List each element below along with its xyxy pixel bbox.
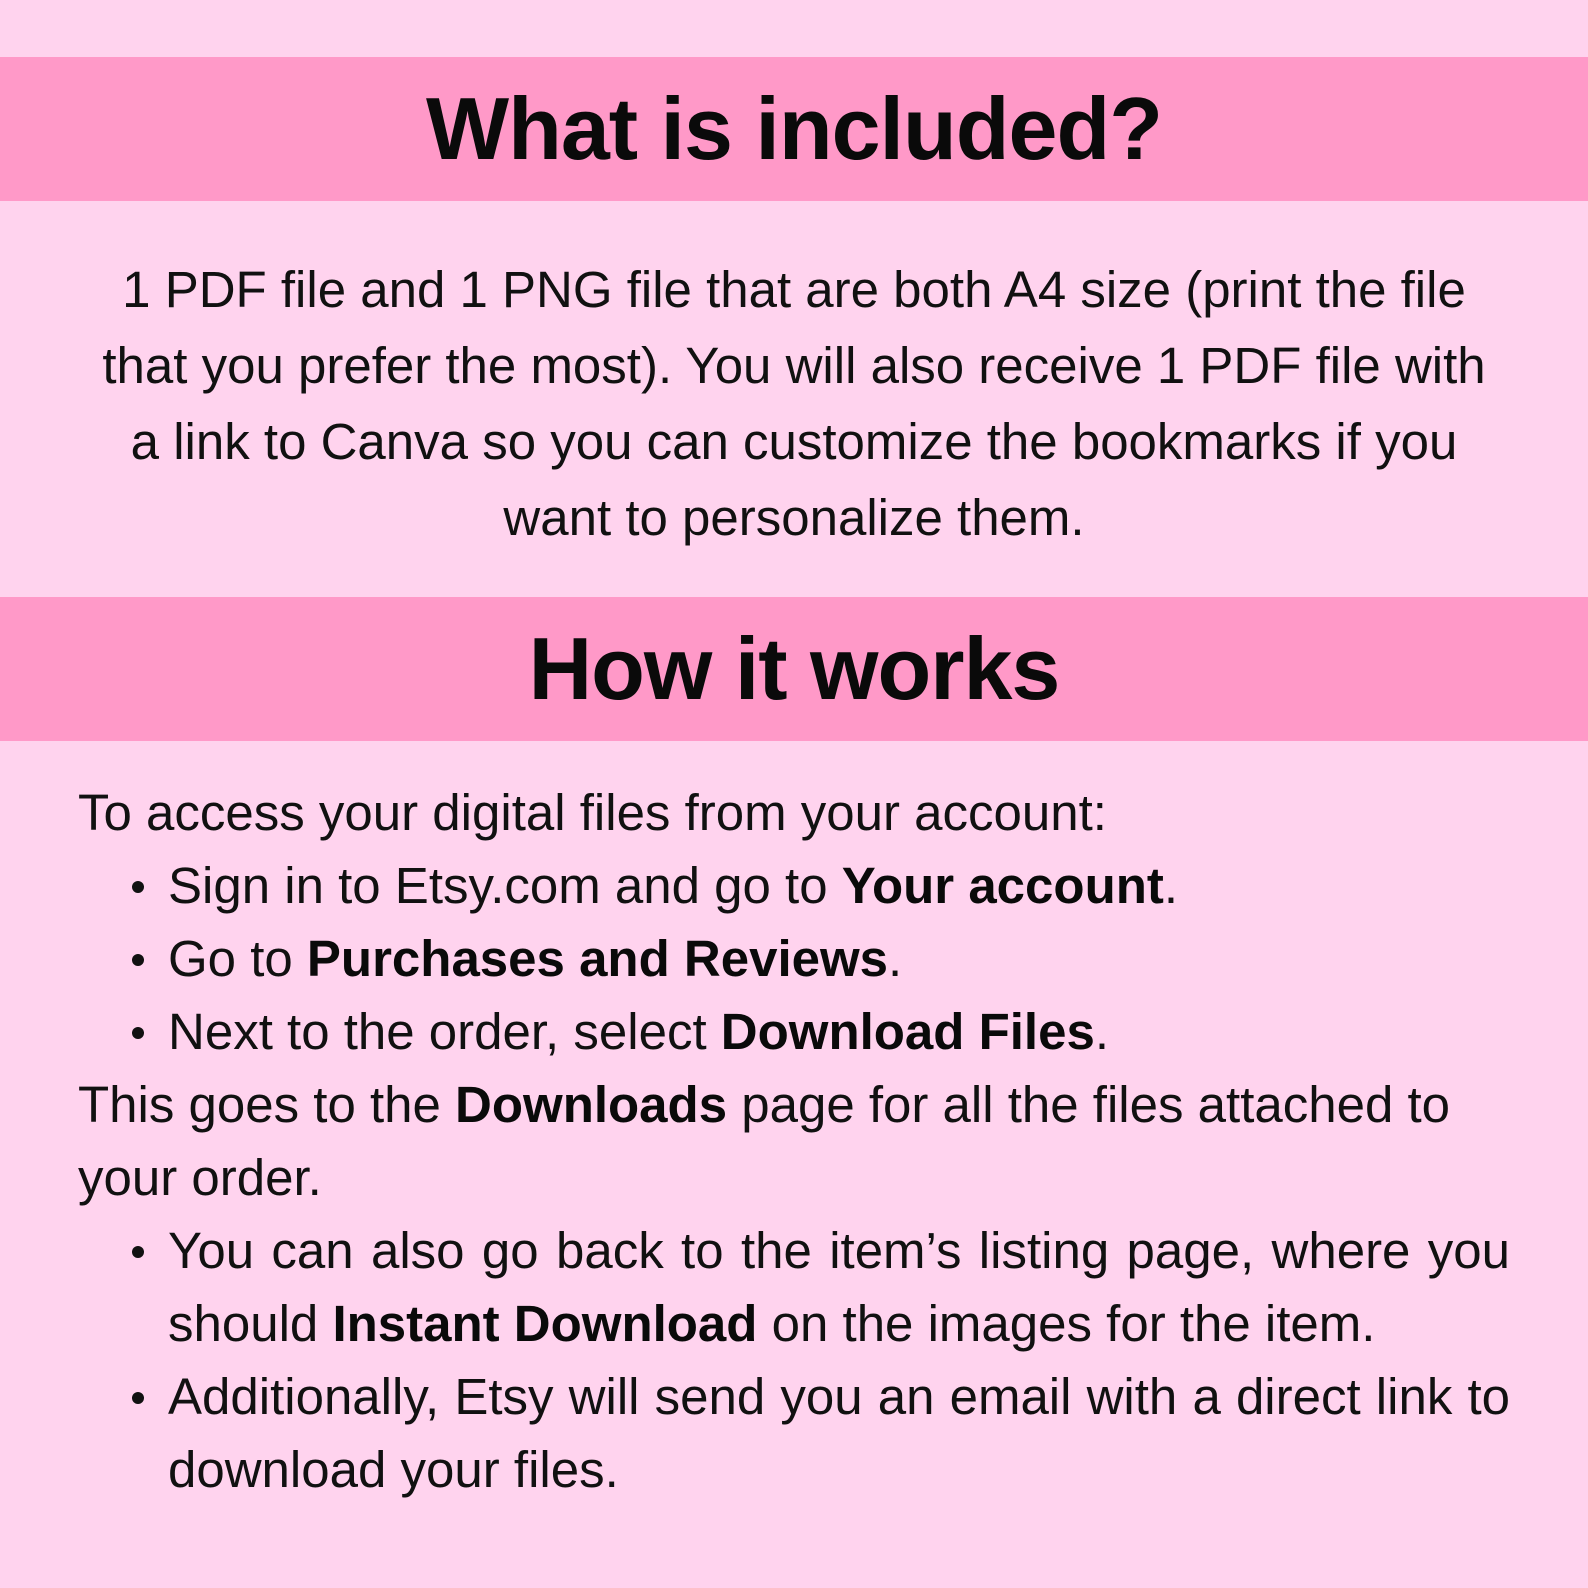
download-files-label: Download Files — [720, 1003, 1095, 1060]
included-heading: What is included? — [426, 79, 1162, 178]
purchases-reviews-label: Purchases and Reviews — [306, 930, 889, 987]
access-intro: To access your digital files from your account: — [78, 784, 1107, 841]
instant-download-label: Instant Download — [332, 1295, 758, 1352]
how-it-works-banner — [0, 597, 1588, 741]
list-item: Sign in to Etsy.com and go to Your account. — [78, 849, 1510, 922]
how-it-works-heading: How it works — [528, 619, 1060, 718]
list-item: Next to the order, select Download Files. — [78, 995, 1510, 1068]
list-item: Go to Purchases and Reviews. — [78, 922, 1510, 995]
list-item: You can also go back to the item’s listing page, where you should Instant Download on the images for the item. — [78, 1214, 1510, 1360]
your-account-label: Your account — [841, 857, 1164, 914]
downloads-label: Downloads — [455, 1076, 728, 1133]
included-description: 1 PDF file and 1 PNG file that are both A4 size (print the file that you prefer the most). You will also receive 1 PDF file with a link to Canva so you can customize the bookmarks if you want to personalize them. — [102, 261, 1486, 546]
included-banner — [0, 57, 1588, 201]
access-steps-list — [78, 849, 1510, 1068]
downloads-page-note: This goes to the Downloads page for all the files attached to your order. — [78, 1076, 1451, 1206]
how-it-works-body — [78, 776, 1510, 1506]
extra-options-list — [78, 1214, 1510, 1506]
list-item: Additionally, Etsy will send you an email with a direct link to download your files. — [78, 1360, 1510, 1506]
